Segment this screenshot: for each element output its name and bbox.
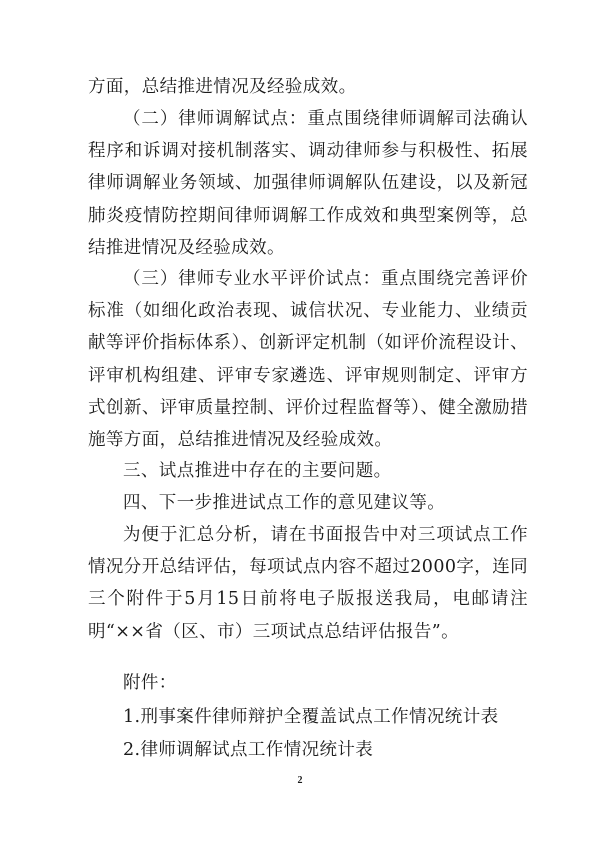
paragraph-continuation: 方面，总结推进情况及经验成效。 [88, 77, 357, 97]
paragraph-main-problems: 三、试点推进中存在的主要问题。 [123, 461, 392, 481]
attachment-item: 1.刑事案件律师辩护全覆盖试点工作情况统计表 [123, 707, 499, 727]
attachment-item: 2.律师调解试点工作情况统计表 [123, 740, 374, 760]
paragraph-professional-evaluation: （三）律师专业水平评价试点：重点围绕完善评价标准（如细化政治表现、诚信状况、专业能力、业绩贡献等评价指标体系）、创新评定机制（如评价流程设计、评审机构组建、评审专家遴选、评审规则制定、评审方式创新、评审质量控制、评价过程监督等）、健全激励措施等方面，总结推进情况及经验成效。 [88, 269, 528, 451]
attachments-label: 附件： [123, 673, 177, 693]
paragraph-reporting-requirements: 为便于汇总分析，请在书面报告中对三项试点工作情况分开总结评估，每项试点内容不超过2000字，连同三个附件于5月15日前将电子版报送我局，电邮请注明“××省（区、市）三项试点总结评估报告”。 [88, 525, 528, 642]
paragraph-lawyer-mediation: （二）律师调解试点：重点围绕律师调解司法确认程序和诉调对接机制落实、调动律师参与积极性、拓展律师调解业务领域、加强律师调解队伍建设，以及新冠肺炎疫情防控期间律师调解工作成效和典型案例等，总结推进情况及经验成效。 [88, 109, 528, 258]
paragraph-next-steps: 四、下一步推进试点工作的意见建议等。 [123, 493, 446, 513]
page-number: 2 [297, 775, 303, 786]
